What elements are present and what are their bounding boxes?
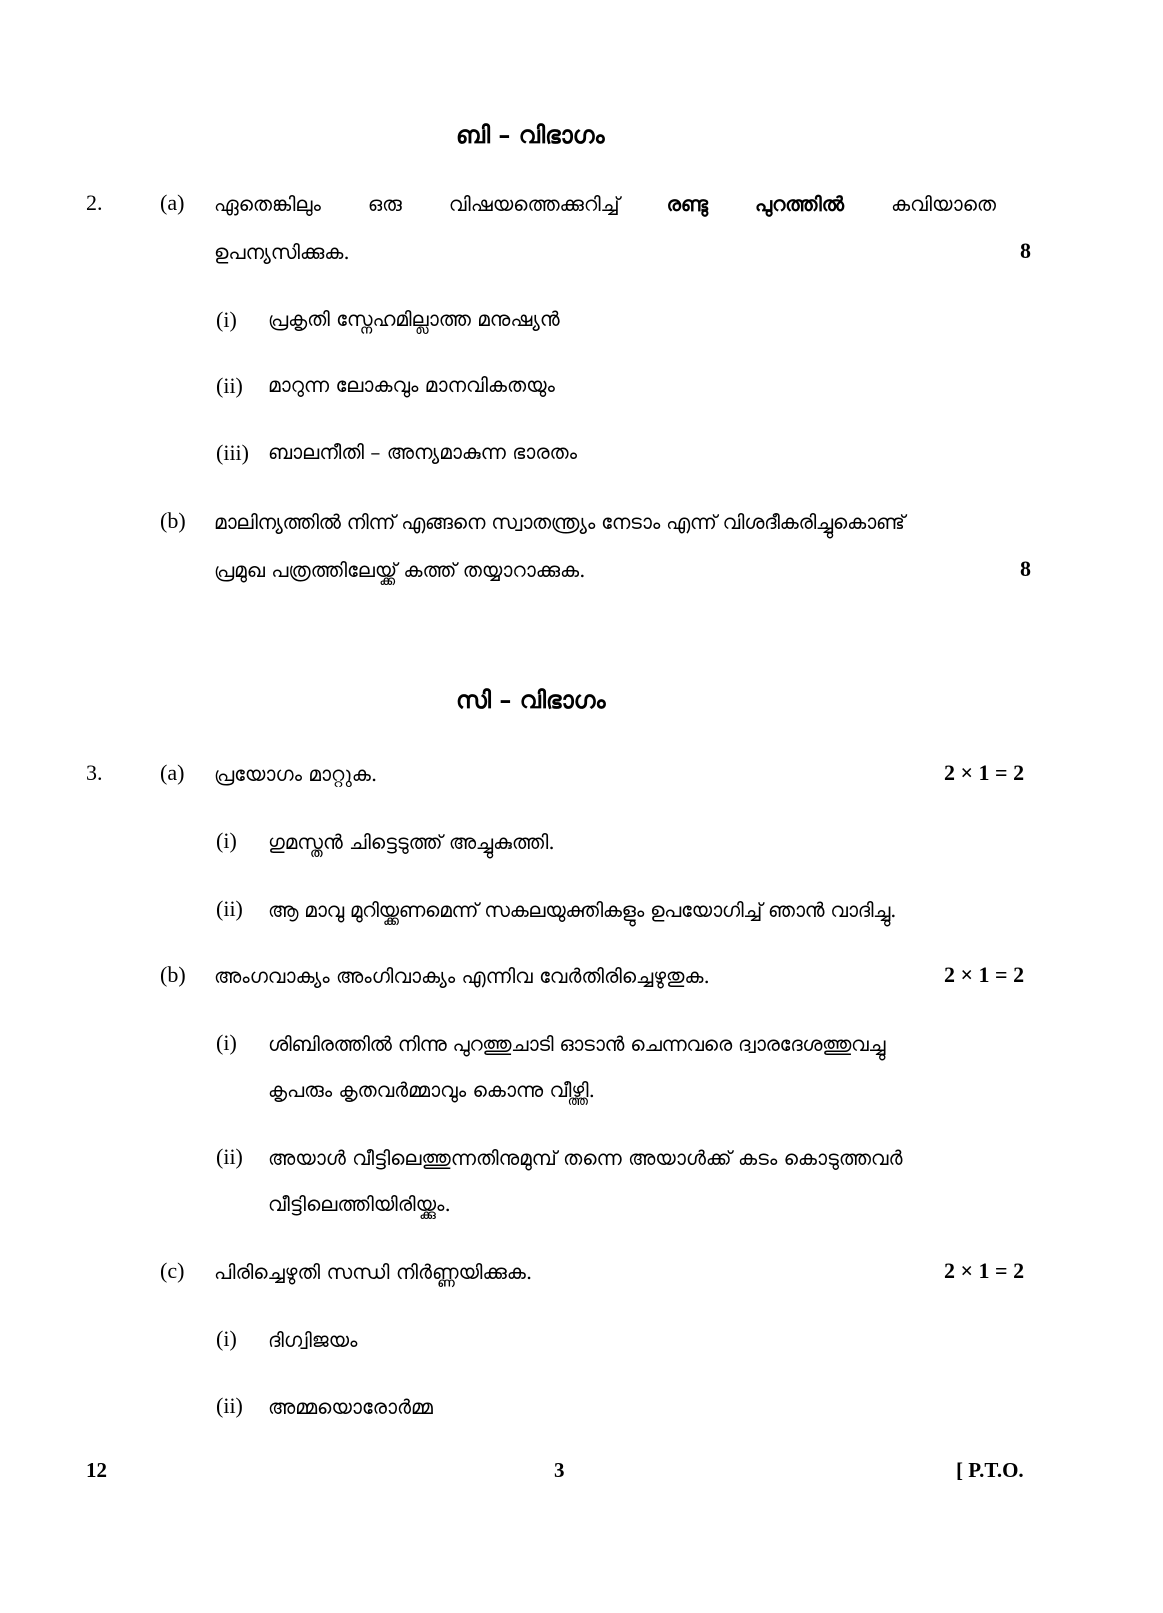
part-label: (b) xyxy=(160,508,186,533)
item-label: (ii) xyxy=(216,896,243,921)
q3c-text: പിരിച്ചെഴുതി സന്ധി നിർണ്ണയിക്കുക. xyxy=(214,1260,533,1284)
marks: 2 × 1 = 2 xyxy=(944,760,1025,785)
word: കവിയാതെ xyxy=(891,192,996,216)
q2b-line1: മാലിന്യത്തിൽ നിന്ന് എങ്ങനെ സ്വാതന്ത്ര്യം നേടാം എന്ന് വിശദീകരിച്ചുകൊണ്ട് xyxy=(214,510,905,534)
item-label: (i) xyxy=(216,1030,237,1055)
item-label: (i) xyxy=(216,828,237,853)
item-text: ആ മാവു മുറിയ്ക്കണമെന്ന് സകലയുക്തികളും ഉപയോഗിച്ച് ഞാൻ വാദിച്ചു. xyxy=(268,898,897,922)
item-text-line2: വീട്ടിലെത്തിയിരിയ്ക്കും. xyxy=(268,1192,451,1216)
part-label: (a) xyxy=(160,190,185,215)
option-label: (iii) xyxy=(216,440,249,465)
footer-code: 12 xyxy=(86,1458,107,1482)
item-label: (ii) xyxy=(216,1144,243,1169)
q2a-line2: ഉപന്യസിക്കുക. xyxy=(214,240,350,264)
option-text: മാറുന്ന ലോകവും മാനവികതയും xyxy=(268,373,555,397)
marks: 2 × 1 = 2 xyxy=(944,962,1025,987)
marks: 8 xyxy=(1020,556,1031,581)
q3a-text: പ്രയോഗം മാറ്റുക. xyxy=(214,762,378,786)
item-text-line2: കൃപരും കൃതവർമ്മാവും കൊന്നു വീഴ്ത്തി. xyxy=(268,1078,595,1102)
word: ഏതെങ്കിലും xyxy=(214,192,321,216)
option-text: ബാലനീതി – അന്യമാകുന്ന ഭാരതം xyxy=(268,440,578,464)
item-text-line1: ശിബിരത്തിൽ നിന്നു പുറത്തുചാടി ഓടാൻ ചെന്നവരെ ദ്വാരദേശത്തുവച്ചു xyxy=(268,1032,886,1056)
part-label: (b) xyxy=(160,962,186,987)
item-label: (i) xyxy=(216,1326,237,1351)
section-b-heading: ബി – വിഭാഗം xyxy=(456,120,605,149)
option-text: പ്രകൃതി സ്നേഹമില്ലാത്ത മനുഷ്യൻ xyxy=(268,307,560,331)
section-c-heading: സി – വിഭാഗം xyxy=(456,685,606,714)
word: വിഷയത്തെക്കുറിച്ച് xyxy=(448,192,620,216)
pto-label: [ P.T.O. xyxy=(956,1458,1024,1482)
marks: 2 × 1 = 2 xyxy=(944,1258,1025,1283)
part-label: (a) xyxy=(160,760,185,785)
q2a-line1 xyxy=(214,192,996,216)
q2b-line2: പ്രമുഖ പത്രത്തിലേയ്ക്ക് കത്ത് തയ്യാറാക്കുക. xyxy=(214,558,586,582)
item-text-line1: അയാൾ വീട്ടിലെത്തുന്നതിനുമുമ്പ് തന്നെ അയാൾക്ക് കടം കൊടുത്തവർ xyxy=(268,1146,903,1170)
marks: 8 xyxy=(1020,238,1031,263)
page-number: 3 xyxy=(554,1458,565,1482)
part-label: (c) xyxy=(160,1258,185,1283)
word-bold: രണ്ടു xyxy=(666,192,708,216)
item-text: അമ്മയൊരോർമ്മ xyxy=(268,1395,433,1419)
q3b-text: അംഗവാക്യം അംഗിവാക്യം എന്നിവ വേർതിരിച്ചെഴുതുക. xyxy=(214,964,710,988)
word-bold: പുറത്തിൽ xyxy=(754,192,845,216)
item-text: ദിഗ്വിജയം xyxy=(268,1328,358,1352)
word: ഒരു xyxy=(367,192,402,216)
question-number: 2. xyxy=(86,190,103,215)
option-label: (i) xyxy=(216,307,237,332)
item-text: ഗുമസ്തൻ ചിട്ടെടുത്ത് അച്ചുകുത്തി. xyxy=(268,830,555,854)
item-label: (ii) xyxy=(216,1393,243,1418)
option-label: (ii) xyxy=(216,373,243,398)
question-number: 3. xyxy=(86,760,103,785)
